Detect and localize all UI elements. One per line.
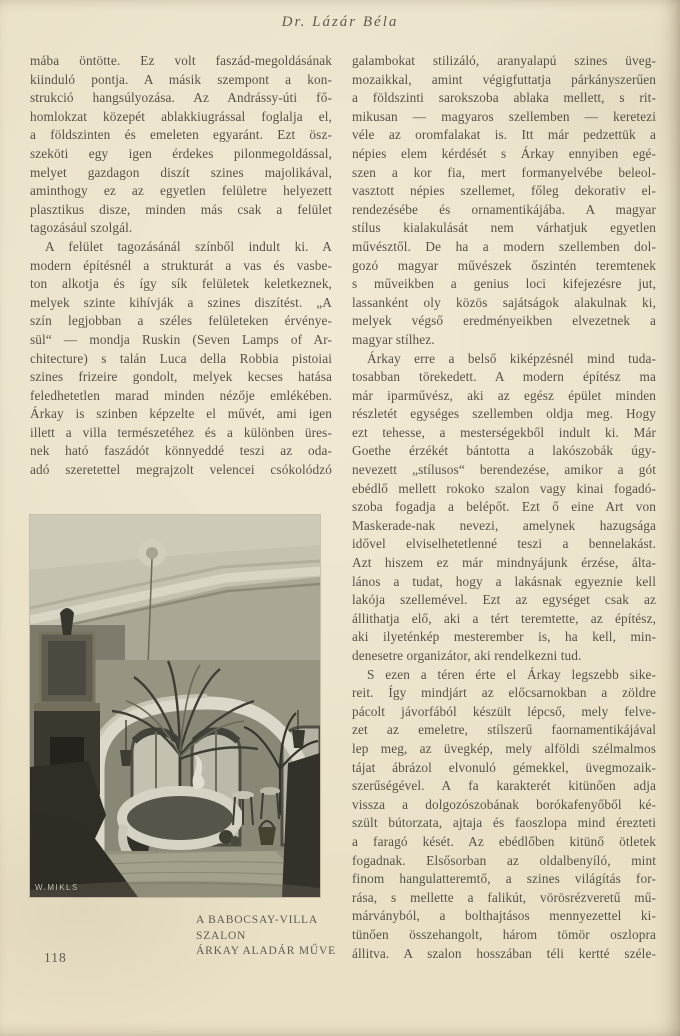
text-line: pácolt jávorfából készült lépcső, mely felve- (352, 703, 656, 719)
paragraph (30, 52, 332, 238)
text-line: részletét egységes szellemben oldja meg. Hogy (352, 406, 656, 422)
text-line: márványból, a bolthajtásos mennyezettel ki- (352, 908, 656, 924)
text-line: homlokzat közepét ablakkiugrással foglalja el, (30, 108, 332, 124)
text-line: S ezen a téren érte el Árkay legszebb sike- (367, 666, 656, 682)
text-line: strukció hangsúlyozása. Az Andrássy-úti fő- (30, 90, 332, 106)
text-line: A felület tagozásánál színből indult ki. A (45, 238, 332, 254)
text-line: lakója szellemével. Ezt az egységet csak az (352, 592, 656, 608)
text-line: állitva. A szalon hosszában téli kertté széle- (352, 945, 656, 961)
text-line: modern építésnél a strukturát a vas és vasbe- (30, 257, 332, 273)
text-line: zet az emeletre, stílszerű faornamentikájával (352, 722, 656, 738)
text-column-right (352, 52, 656, 963)
villa-salon-photograph (30, 515, 320, 897)
text-line: népies elem kérdését s Árkay ennyiben egé- (352, 145, 656, 161)
text-line: tosabban törekedett. A modern építész ma (352, 369, 656, 385)
text-line: művésztől. De ha a modern szellemben dol- (352, 238, 656, 254)
text-line: szen a kor fia, mert formanyelvébe beleol- (352, 164, 656, 180)
text-line: mába öntötte. Ez volt faszád-megoldásának (30, 53, 332, 68)
text-line: kiinduló pontja. A másik szempont a kon- (30, 71, 332, 87)
text-line: Goethe érzékét bántotta a lakószobák úgy- (352, 443, 656, 459)
text-line: illett a villa természetéhez és a különben üres- (30, 424, 332, 440)
text-line: aminthogy ez az egyetlen felületre helyezett (30, 183, 332, 199)
text-line: Árkay erre a belső kiképzésnél mind tuda- (367, 350, 656, 366)
text-line: szín legjobban a széles felületeken érvénye- (30, 313, 332, 329)
text-line: szines frizeire gondolt, melyek kecses hatása (30, 369, 332, 385)
text-line: Maskerade-nak nevezi, amelynek hazugsága (352, 517, 656, 533)
photo-illustration (30, 515, 320, 897)
text-line: sül“ — mondja Ruskin (Seven Lamps of Ar- (30, 331, 332, 347)
paragraph (30, 238, 332, 480)
text-line: nek ható faszádót könnyeddé teszi az oda- (30, 443, 332, 459)
text-line: tagozásául szolgál. (30, 220, 133, 236)
text-column-left (30, 52, 332, 480)
text-line: Azt hiszem ez már mindnyájunk érzése, álta- (352, 555, 656, 571)
page-number: 118 (44, 950, 67, 965)
text-line: véle az oromfalakat is. Itt már pedzettük a (352, 127, 656, 143)
text-line: szült bútorzata, ajtaja és faoszlopa mind érezteti (352, 815, 656, 831)
running-head: Dr. Lázár Béla (281, 14, 399, 30)
text-line: finom hangulatteremtő, a szines világítás for- (352, 871, 656, 887)
text-line: melyek szinte kihívják a szines diszítést. „A (30, 294, 332, 310)
text-line: chitecture) s talán Luca della Robbia pistoiai (30, 350, 332, 366)
text-line: lános a tudat, hogy a lakásnak egyeznie kell (352, 573, 656, 589)
paragraph (352, 52, 656, 350)
text-line: lassanként oly közös sajátságok alakulnak ki, (352, 294, 656, 310)
text-line: rendezésébe és ornamentikájába. A magyar (352, 201, 656, 217)
text-line: ebédlő mellett rokoko szalon vagy kinai fogadó- (352, 480, 656, 496)
text-line: fogadnak. Elsősorban az oldalbenyíló, mint (352, 852, 656, 868)
text-line: adó szeretettel megrajzolt velencei csókolódzó (30, 462, 332, 478)
text-line: gozó magyar művészek őszintén teremtenek (352, 257, 656, 273)
text-line: denesetre organizátor, aki rendelkezni tud. (352, 648, 582, 663)
text-line: rása, s mellette a falikút, vörösrézveretű mű- (352, 889, 656, 905)
text-line: mikusan — magyaros szellemben — keretezi (352, 108, 656, 124)
text-line: feledhetetlen marad minden nézője emlékében. (30, 387, 332, 403)
text-line: lep meg, az üvegkép, mely alföldi szélmalmos (352, 740, 656, 756)
paragraph (352, 666, 656, 964)
text-line: Árkay is szinben képzelte el művét, ami igen (30, 406, 332, 422)
text-line: melyek végső eredményeikben elvezetnek a (352, 313, 656, 329)
text-line: aki ilyeténkép mesterember is, ha kell, min- (352, 629, 656, 645)
text-line: vissza a dolgozószobának borókafenyőből ké- (352, 796, 656, 812)
text-line: idővel elviselhetetlenné teszi a bennelakást. (352, 536, 656, 552)
paragraph (352, 350, 656, 666)
text-line: magyar stílhez. (352, 331, 435, 347)
text-line: szerűségével. A fa karakterét kitünően adja (352, 778, 656, 794)
caption-line: SZALON (196, 929, 247, 942)
text-line: reit. Így mindjárt az előcsarnokban a zöldre (352, 685, 656, 701)
text-line: melyet gazdagon diszít szines majolikával, (30, 164, 332, 180)
text-line: szeköti egy igen érdekes pilonmegoldással, (30, 145, 332, 161)
text-line: tünően összehangolt, három tömör oszlopra (352, 926, 656, 942)
text-line: stílus kialakulását nem várhatjuk egyetlen (352, 220, 656, 236)
text-line: állithatja elő, aki a tért teremtette, az építész, (352, 610, 656, 626)
caption-line: ÁRKAY ALADÁR MŰVE (196, 945, 336, 957)
photographer-watermark: W.MIKLS (35, 883, 79, 892)
caption-line: A BABOCSAY-VILLA (196, 914, 318, 926)
text-line: a földszinten és emeleten egyaránt. Ezt ösz- (30, 127, 332, 143)
text-line: szoba fogadja a belépőt. Ezt ő eine Art von (352, 499, 656, 515)
figure-caption (196, 913, 336, 960)
text-line: mozaikkal, amint végigfuttatja párkányszerűen (352, 71, 656, 87)
text-line: s műveikben a genius loci kifejezésre jut, (352, 276, 656, 292)
text-line: vasztott népies szellemet, főleg dekorativ el- (352, 183, 656, 199)
text-line: ezt tehesse, a mesterségekből indult ki. Már (352, 424, 656, 440)
text-line: a faragó kését. Az ebédlőben kitünő ötletek (352, 833, 656, 849)
text-line: a földszinti sarokszoba ablaka mellett, s rit- (352, 90, 656, 106)
text-line: ton alkotja és így sík felületek keletkeznek, (30, 276, 332, 292)
text-line: galambokat stilizáló, aranyalapú szines üveg- (352, 53, 656, 68)
text-line: plasztikus disze, minden más csak a felület (30, 201, 332, 217)
text-line: nevezett „stílusos“ berendezése, amikor a gót (352, 462, 656, 478)
text-line: tájat ábrázol elvonuló gémekkel, üvegmozaik- (352, 759, 656, 775)
text-line: már iparművész, aki az egész épület minden (352, 387, 656, 403)
